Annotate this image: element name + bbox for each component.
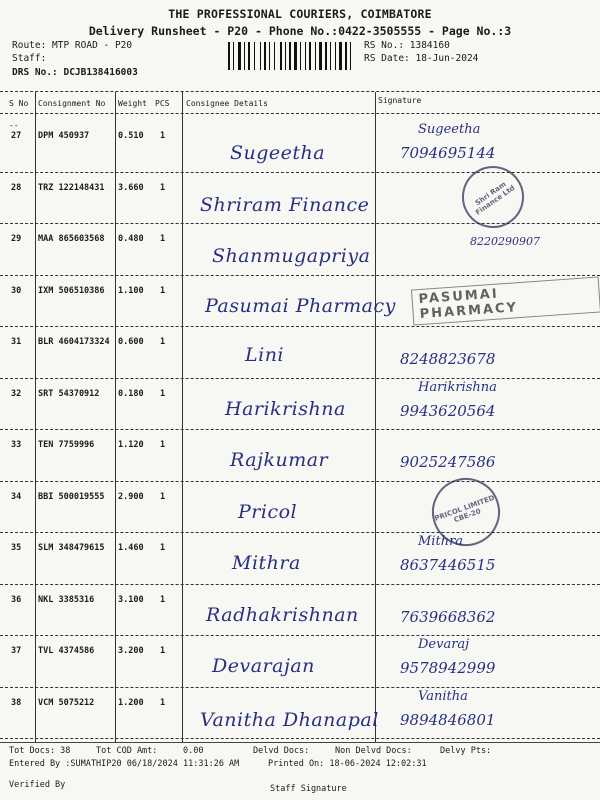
shriram-finance-stamp: Shri Ram Finance Ltd xyxy=(450,154,536,240)
table-row xyxy=(0,586,600,639)
company-title: THE PROFESSIONAL COURIERS, COIMBATORE xyxy=(168,7,432,21)
barcode-bar xyxy=(248,42,250,70)
row-sno: 31 xyxy=(11,337,22,347)
row-pcs: 1 xyxy=(160,440,166,450)
consignee-name: Rajkumar xyxy=(230,449,329,471)
row-pcs: 1 xyxy=(160,388,166,399)
consignee-name: Mithra xyxy=(232,552,301,574)
row-sno: 33 xyxy=(11,440,22,450)
barcode-bar xyxy=(305,42,306,70)
barcode-bar xyxy=(289,42,291,70)
signature-phone: 7639668362 xyxy=(400,607,496,626)
row-sno: 36 xyxy=(11,594,22,605)
row-weight: 0.180 xyxy=(118,388,144,399)
barcode-bar xyxy=(350,42,351,70)
table-row xyxy=(0,689,600,742)
barcode-bar xyxy=(330,42,331,70)
row-weight: 1.100 xyxy=(118,285,144,296)
barcode-bar xyxy=(300,42,301,70)
barcode-bar xyxy=(260,42,261,70)
row-sno: 37 xyxy=(11,646,22,656)
row-weight: 1.120 xyxy=(118,440,144,450)
consignee-name: Shanmugapriya xyxy=(212,245,371,267)
signature-name: Mithra xyxy=(418,534,464,549)
table-row xyxy=(0,380,600,433)
signature-phone: 8220290907 xyxy=(470,235,540,248)
consignee-name: Pricol xyxy=(238,500,298,523)
row-weight: 1.200 xyxy=(118,697,144,708)
row-separator xyxy=(0,429,600,430)
signature-phone: 9578942999 xyxy=(400,659,496,677)
staff-signature: Staff Signature xyxy=(270,784,347,794)
row-consignment-no: VCM 5075212 xyxy=(38,697,95,708)
consignee-name: Radhakrishnan xyxy=(206,603,359,626)
row-consignment-no: IXM 506510386 xyxy=(38,285,105,296)
row-pcs: 1 xyxy=(160,182,166,193)
row-consignment-no: SRT 54370912 xyxy=(38,388,100,399)
col-signature: Signature xyxy=(378,96,422,105)
row-separator xyxy=(0,275,600,276)
row-sno: 34 xyxy=(11,491,22,502)
consignee-name: Harikrishna xyxy=(225,397,346,420)
row-separator xyxy=(0,481,600,482)
consignee-name: Vanitha Dhanapal xyxy=(200,708,379,731)
table-header-rule xyxy=(0,113,600,114)
row-separator xyxy=(0,738,600,739)
barcode-bar xyxy=(238,42,241,70)
signature-phone: 8248823678 xyxy=(400,350,496,368)
col-consignment: Consignment No xyxy=(38,99,106,108)
row-sno: 32 xyxy=(11,388,22,399)
row-sno: 29 xyxy=(11,234,22,244)
barcode xyxy=(228,42,356,70)
barcode-bar xyxy=(335,42,336,70)
row-consignment-no: NKL 3385316 xyxy=(38,594,95,605)
row-consignment-no: MAA 865603568 xyxy=(38,234,105,244)
delivered-docs: Delvd Docs: xyxy=(253,746,310,756)
verified-by: Verified By xyxy=(9,780,66,790)
barcode-bar xyxy=(309,42,311,70)
row-consignment-no: TVL 4374586 xyxy=(38,646,95,656)
row-sno: 30 xyxy=(11,285,22,296)
entered-by: Entered By :SUMATHIP20 06/18/2024 11:31:26 AM xyxy=(9,759,240,769)
barcode-bar xyxy=(345,42,347,70)
row-sno: 27 xyxy=(11,131,22,141)
col-sno: S No xyxy=(9,99,29,108)
barcode-bar xyxy=(280,42,282,70)
row-separator xyxy=(0,223,600,224)
consignee-name: Pasumai Pharmacy xyxy=(205,294,396,317)
row-consignment-no: BLR 4604173324 xyxy=(38,337,110,347)
non-delivered-docs: Non Delvd Docs: xyxy=(335,746,412,756)
route-label: Route: MTP ROAD - P20 xyxy=(12,40,133,51)
barcode-bar xyxy=(285,42,286,70)
footer-rule xyxy=(0,742,600,743)
barcode-bar xyxy=(339,42,342,70)
row-weight: 3.200 xyxy=(118,646,144,656)
table-row xyxy=(0,483,600,536)
staff-label: Staff: xyxy=(12,53,47,64)
signature-phone: 9943620564 xyxy=(400,401,496,420)
row-consignment-no: DPM 450937 xyxy=(38,131,90,141)
barcode-bar xyxy=(274,42,275,70)
barcode-bar xyxy=(319,42,322,70)
row-separator xyxy=(0,584,600,585)
row-sno: 28 xyxy=(11,182,22,193)
row-weight: 0.510 xyxy=(118,131,144,141)
row-sno: 38 xyxy=(11,697,22,708)
barcode-bar xyxy=(315,42,316,70)
row-pcs: 1 xyxy=(160,594,166,605)
signature-phone: 9025247586 xyxy=(400,453,496,471)
dash-marker: -- xyxy=(9,121,19,130)
delivery-points: Delvy Pts: xyxy=(440,746,492,756)
col-weight: Weight xyxy=(118,99,147,108)
row-consignment-no: TRZ 122148431 xyxy=(38,182,105,193)
row-pcs: 1 xyxy=(160,543,166,553)
row-consignment-no: TEN 7759996 xyxy=(38,440,95,450)
signature-name: Devaraj xyxy=(418,637,470,652)
barcode-bar xyxy=(228,42,230,70)
table-row xyxy=(0,328,600,381)
runsheet-subtitle: Delivery Runsheet - P20 - Phone No.:0422-3505555 - Page No.:3 xyxy=(88,24,512,38)
signature-phone: 8637446515 xyxy=(400,556,496,574)
barcode-bar xyxy=(264,42,266,70)
row-pcs: 1 xyxy=(160,234,166,244)
row-weight: 0.480 xyxy=(118,234,144,244)
signature-name: Vanitha xyxy=(418,688,468,704)
consignee-name: Shriram Finance xyxy=(200,193,370,216)
row-pcs: 1 xyxy=(160,646,166,656)
rs-date: RS Date: 18-Jun-2024 xyxy=(364,53,479,64)
rs-number: RS No.: 1384160 xyxy=(364,40,450,51)
row-separator xyxy=(0,687,600,688)
table-row xyxy=(0,431,600,484)
signature-phone: 9894846801 xyxy=(400,710,496,729)
barcode-bar xyxy=(269,42,270,70)
row-pcs: 1 xyxy=(160,285,166,296)
col-pcs: PCS xyxy=(155,99,170,108)
row-weight: 3.100 xyxy=(118,594,144,605)
signature-phone: 7094695144 xyxy=(400,144,496,162)
consignee-name: Sugeetha xyxy=(230,142,326,164)
row-consignment-no: BBI 500019555 xyxy=(38,491,105,502)
table-row xyxy=(0,225,600,278)
consignee-name: Devarajan xyxy=(212,655,315,677)
row-separator xyxy=(0,635,600,636)
table-row xyxy=(0,122,600,175)
drs-number: DRS No.: DCJB138416003 xyxy=(12,67,138,78)
row-consignment-no: SLM 348479615 xyxy=(38,543,105,553)
barcode-bar xyxy=(233,42,234,70)
row-pcs: 1 xyxy=(160,131,166,141)
tot-docs: Tot Docs: 38 xyxy=(9,746,71,756)
tot-cod-amount: Tot COD Amt: 0.00 xyxy=(96,746,204,756)
row-pcs: 1 xyxy=(160,491,166,502)
signature-name: Harikrishna xyxy=(418,379,497,395)
row-weight: 0.600 xyxy=(118,337,144,347)
signature-name: Sugeetha xyxy=(418,122,481,137)
row-pcs: 1 xyxy=(160,337,166,347)
table-row xyxy=(0,534,600,587)
row-separator xyxy=(0,378,600,379)
table-row xyxy=(0,637,600,690)
row-separator xyxy=(0,532,600,533)
row-weight: 2.900 xyxy=(118,491,144,502)
barcode-bar xyxy=(325,42,327,70)
row-pcs: 1 xyxy=(160,697,166,708)
row-weight: 1.460 xyxy=(118,543,144,553)
barcode-bar xyxy=(294,42,297,70)
barcode-bar xyxy=(254,42,255,70)
col-consignee-details: Consignee Details xyxy=(186,99,268,108)
printed-on: Printed On: 18-06-2024 12:02:31 xyxy=(268,759,427,769)
row-weight: 3.660 xyxy=(118,182,144,193)
table-top-rule xyxy=(0,91,600,92)
row-separator xyxy=(0,326,600,327)
pasumai-pharmacy-stamp: PASUMAI PHARMACY xyxy=(411,276,600,325)
barcode-bar xyxy=(244,42,245,70)
pricol-limited-stamp: PRICOL LIMITED CBE-20 xyxy=(422,468,509,555)
row-sno: 35 xyxy=(11,543,22,553)
consignee-name: Lini xyxy=(245,344,285,366)
